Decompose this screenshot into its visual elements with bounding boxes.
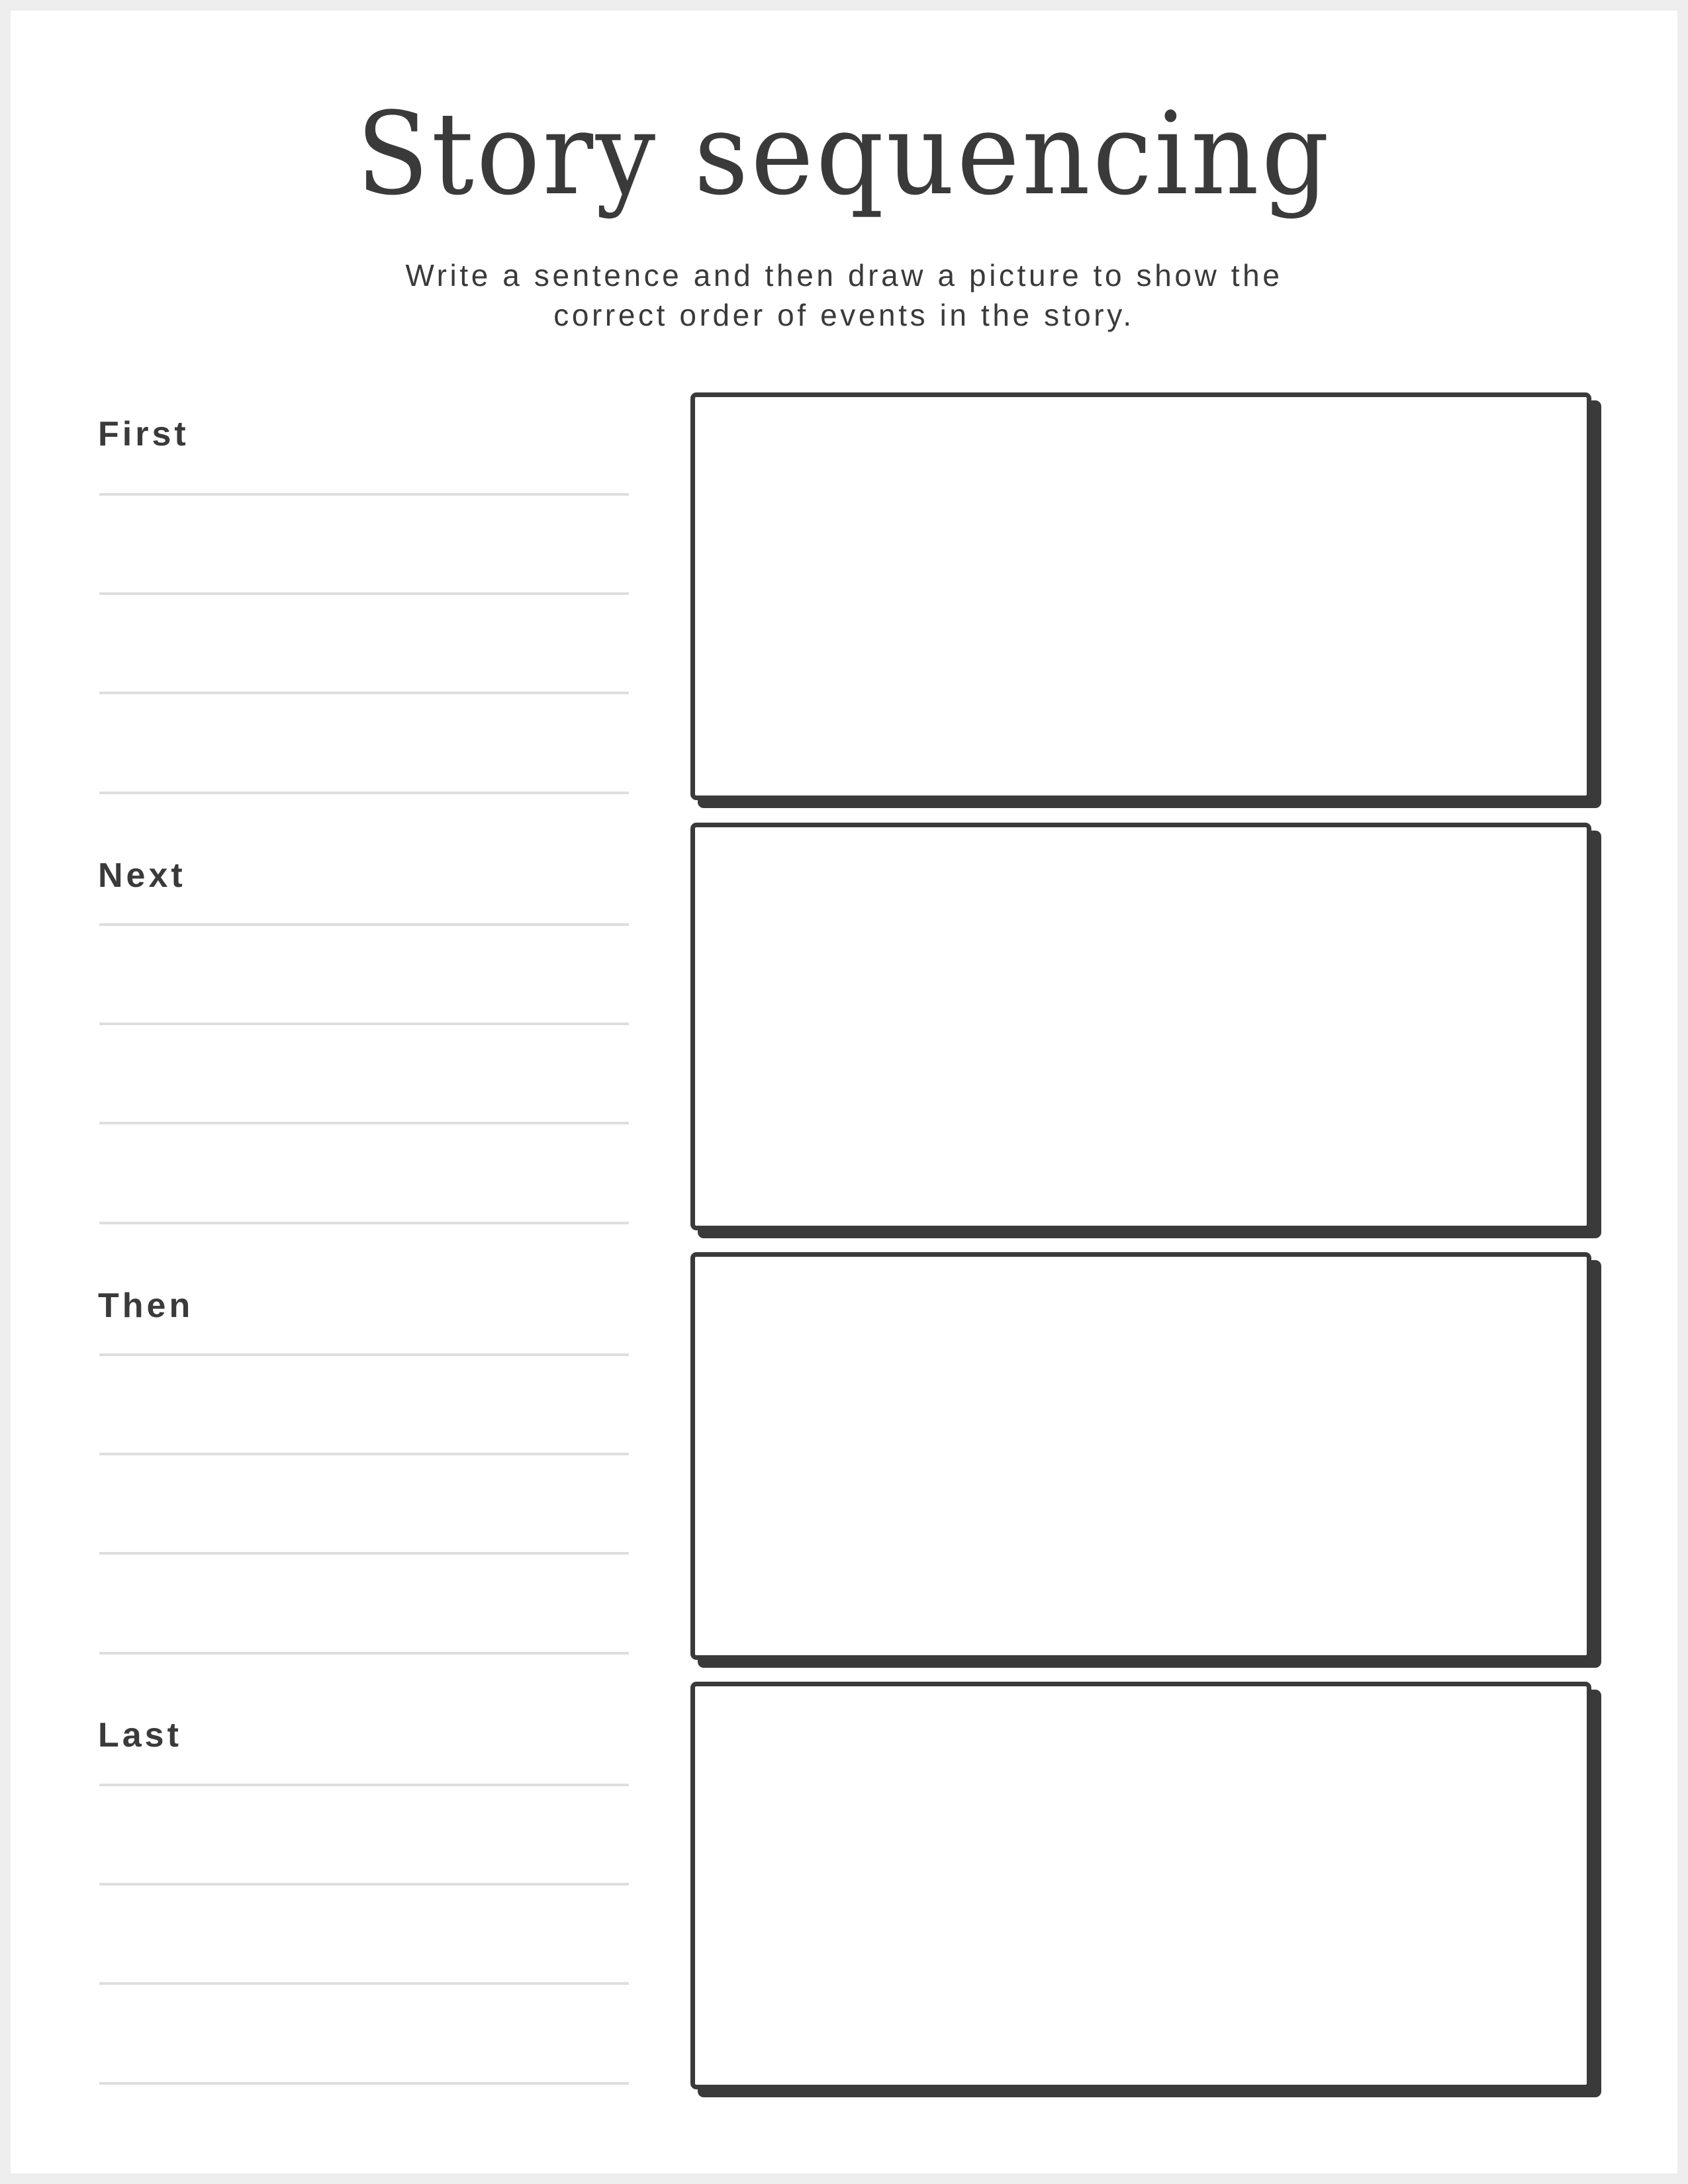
section-label: Next	[98, 856, 186, 895]
section-first	[0, 392, 1688, 800]
instructions	[0, 255, 1688, 335]
writing-line[interactable]	[99, 493, 629, 496]
writing-line[interactable]	[99, 1222, 629, 1224]
writing-line[interactable]	[99, 1453, 629, 1455]
section-label: Last	[98, 1716, 182, 1754]
writing-line[interactable]	[99, 1353, 629, 1356]
writing-line[interactable]	[99, 1652, 629, 1655]
writing-line[interactable]	[99, 692, 629, 694]
writing-line[interactable]	[99, 2082, 629, 2085]
section-label: First	[98, 415, 189, 453]
instructions-line-1: Write a sentence and then draw a picture to show the	[405, 258, 1283, 293]
drawing-box[interactable]	[690, 392, 1591, 800]
drawing-box[interactable]	[690, 823, 1591, 1230]
page-title: Story sequencing	[356, 87, 1332, 220]
section-last	[0, 1682, 1688, 2089]
section-label: Then	[98, 1287, 194, 1325]
writing-line[interactable]	[99, 1784, 629, 1786]
writing-line[interactable]	[99, 1552, 629, 1555]
writing-line[interactable]	[99, 923, 629, 926]
writing-line[interactable]	[99, 1982, 629, 1985]
drawing-box[interactable]	[690, 1252, 1591, 1660]
writing-line[interactable]	[99, 592, 629, 595]
drawing-box[interactable]	[690, 1682, 1591, 2089]
section-then	[0, 1252, 1688, 1660]
writing-line[interactable]	[99, 1883, 629, 1886]
section-next	[0, 823, 1688, 1230]
instructions-line-2: correct order of events in the story.	[553, 298, 1135, 332]
writing-line[interactable]	[99, 1023, 629, 1025]
writing-line[interactable]	[99, 792, 629, 794]
writing-line[interactable]	[99, 1122, 629, 1124]
